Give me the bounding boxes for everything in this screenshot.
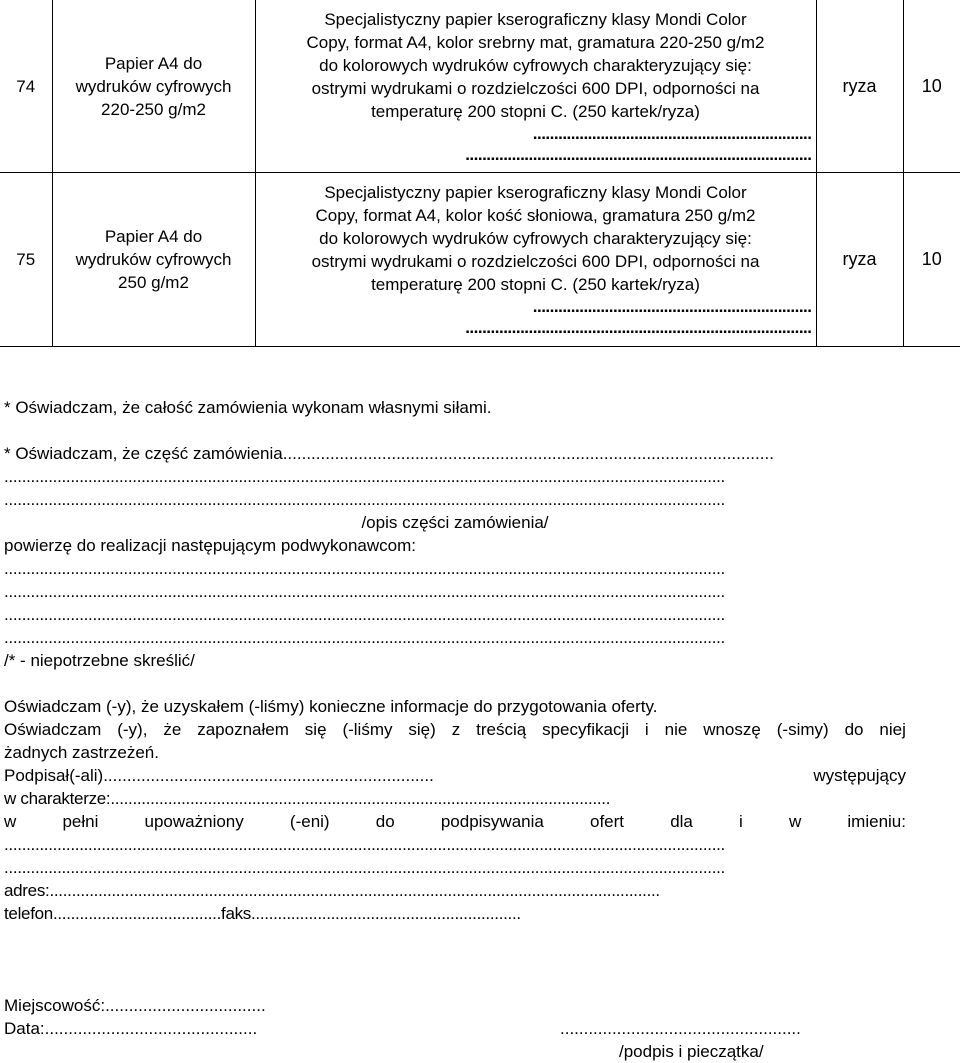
fill-dots: ................................................................................................................................................................... <box>4 582 725 601</box>
word: (-simy) <box>776 720 829 739</box>
word: z <box>451 720 461 739</box>
word: (-eni) <box>289 812 330 831</box>
fill-dots: ................................................................................................................................................................... <box>4 490 725 509</box>
desc-line: Copy, format A4, kolor srebrny mat, gramatura 220-250 g/m2 <box>306 32 765 52</box>
fill-dots: ................................................................................................................................................................... <box>4 858 725 877</box>
declaration-whole: * Oświadczam, że całość zamówienia wykonam własnymi siłami. <box>4 398 492 417</box>
word: nie <box>664 720 688 739</box>
fill-dots: .................................................................................. <box>465 144 812 164</box>
item-description <box>255 173 816 347</box>
fill-dots: ................................................................................................................................................................... <box>4 835 725 854</box>
word: i <box>739 812 743 831</box>
word: i <box>644 720 649 739</box>
unit: ryza <box>816 0 903 173</box>
word: specyfikacji <box>542 720 630 739</box>
word: zapoznałem <box>197 720 289 739</box>
footer-section <box>4 994 906 1063</box>
fill-dots: .................................................................................. <box>465 318 812 337</box>
desc-line: ostrymi wydrukami o rozdzielczości 600 DPI, odporności na <box>311 78 760 98</box>
item-description <box>255 0 816 173</box>
authorized-line <box>4 810 906 833</box>
word: do <box>844 720 864 739</box>
fill-dots: ................................................................................................................................................................... <box>4 605 725 624</box>
table-row <box>0 173 960 347</box>
subcontractor-label: powierzę do realizacji następującym podwykonawcom: <box>4 536 416 555</box>
word: pełni <box>62 812 99 831</box>
date-field: Data:............................................. <box>4 1019 258 1038</box>
word: Oświadczam <box>4 720 102 739</box>
statement-spec-end: żadnych zastrzeżeń. <box>4 743 159 762</box>
part-description-label: /opis części zamówienia/ <box>361 513 549 532</box>
desc-line: Copy, format A4, kolor kość słoniowa, gramatura 250 g/m2 <box>315 206 756 225</box>
word: (-liśmy <box>342 720 393 739</box>
desc-line: Specjalistyczny papier kserograficzny klasy Mondi Color <box>324 9 747 29</box>
fill-dots: ................................................................................................................................................................... <box>4 467 725 486</box>
strike-note: /* - niepotrzebne skreślić/ <box>4 651 195 670</box>
item-name-line: Papier A4 do <box>104 227 203 246</box>
word: się) <box>408 720 436 739</box>
row-number: 75 <box>0 173 52 347</box>
specification-table <box>0 0 960 347</box>
quantity: 10 <box>903 173 960 347</box>
word: podpisywania <box>440 812 544 831</box>
item-name-line: 220-250 g/m2 <box>101 99 206 119</box>
table-row <box>0 0 960 173</box>
signed-by-role: występujący <box>813 766 906 785</box>
signature-label: /podpis i pieczątka/ <box>619 1042 764 1061</box>
desc-line: do kolorowych wydruków cyfrowych charakteryzujący się: <box>319 229 752 248</box>
word: upoważniony <box>144 812 244 831</box>
item-name-line: wydruków cyfrowych <box>75 250 232 269</box>
desc-line: do kolorowych wydruków cyfrowych charakteryzujący się: <box>319 55 752 75</box>
unit: ryza <box>816 173 903 347</box>
word: dla <box>670 812 693 831</box>
word: do <box>375 812 395 831</box>
word: imieniu: <box>847 812 906 831</box>
address-field: adres:.......................................................................................................................................... <box>4 881 660 900</box>
declaration-part: * Oświadczam, że część zamówienia........................................................................................................ <box>4 444 774 463</box>
desc-line: Specjalistyczny papier kserograficzny klasy Mondi Color <box>324 183 747 202</box>
row-number: 74 <box>0 0 52 173</box>
fill-dots: ................................................................................................................................................................... <box>4 559 725 578</box>
word: wnoszę <box>703 720 761 739</box>
fill-dots: ................................................................................................................................................................... <box>4 628 725 647</box>
quantity: 10 <box>903 0 960 173</box>
phone-fax-field: telefon......................................faks............................................................. <box>4 904 521 923</box>
place-field: Miejscowość:.................................. <box>4 996 266 1015</box>
signature-label-line <box>4 1040 906 1063</box>
item-name-line: Papier A4 do <box>104 53 203 73</box>
word: się <box>304 720 327 739</box>
word: treścią <box>476 720 527 739</box>
statements-section <box>4 695 906 925</box>
declarations-section <box>4 396 906 672</box>
fill-dots: .................................................................. <box>532 297 812 316</box>
signed-by-field: Podpisał(-ali)...................................................................... <box>4 766 434 785</box>
desc-line: ostrymi wydrukami o rozdzielczości 600 DPI, odporności na <box>311 252 760 271</box>
signature-dots: ................................................... <box>560 1019 801 1038</box>
word: niej <box>879 720 906 739</box>
word: ofert <box>590 812 625 831</box>
signed-by <box>4 764 906 787</box>
statement-info: Oświadczam (-y), że uzyskałem (-liśmy) konieczne informacje do przygotowania oferty. <box>4 697 658 716</box>
item-name-line: wydruków cyfrowych <box>75 76 232 96</box>
word: że <box>163 720 182 739</box>
word: w <box>788 812 802 831</box>
word: (-y), <box>117 720 148 739</box>
item-name <box>52 173 255 347</box>
capacity-field: w charakterze:................................................................................................................. <box>4 789 611 808</box>
item-name-line: 250 g/m2 <box>118 273 189 292</box>
statement-spec <box>4 718 906 741</box>
word: w <box>4 812 17 831</box>
item-name <box>52 0 255 173</box>
desc-line: temperaturę 200 stopni C. (250 kartek/ryza) <box>371 101 700 121</box>
fill-dots: .................................................................. <box>532 123 812 143</box>
date-line <box>4 1017 906 1040</box>
desc-line: temperaturę 200 stopni C. (250 kartek/ryza) <box>371 275 700 294</box>
